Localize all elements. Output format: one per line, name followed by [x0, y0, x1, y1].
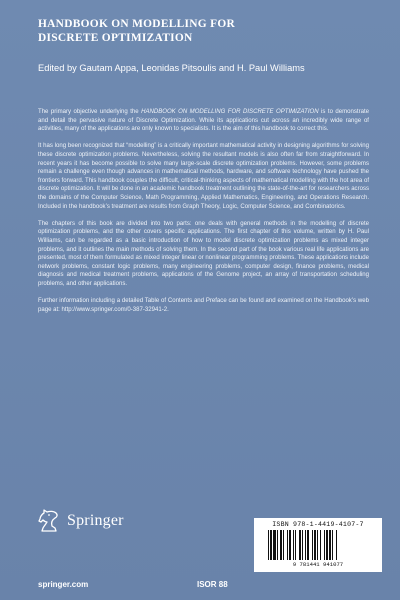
barcode-bar [329, 530, 331, 560]
barcode-bar [268, 530, 269, 560]
barcode-bar [283, 530, 284, 560]
barcode-bar [287, 530, 288, 560]
p1-rest: is to demonstrate and detail the pervasive nature of Discrete Optimization. While its applications cut across an incredibly wide range of activities, many of the applications are only known to specialists. It is the aim of this handbook to correct this. [38, 109, 370, 133]
barcode-bar [326, 530, 328, 560]
title-line-2: DISCRETE OPTIMIZATION [38, 32, 193, 44]
barcode-bar [302, 530, 303, 560]
barcode-bar [289, 530, 291, 560]
book-title [38, 17, 338, 45]
barcode-bar [314, 530, 316, 560]
barcode-bar [299, 530, 301, 560]
p1-intro: The primary objective underlying the [38, 109, 142, 115]
barcode-bar [293, 530, 294, 560]
paragraph-4: Further information including a detailed Table of Contents and Preface can be found and examined on the Handbook’s web page at: http://www.springer.com/0-387-32941-2. [38, 298, 369, 313]
barcode-bar [324, 530, 325, 560]
barcode-bar [273, 530, 276, 560]
barcode [266, 530, 370, 560]
paragraph-1 [38, 108, 369, 134]
horse-chess-knight-icon [36, 509, 62, 533]
series-label: ISOR 88 [197, 580, 228, 589]
paragraph-3: The chapters of this book are divided into two parts: one deals with general methods in the modelling of discrete optimization problems, and the other covers specific applications. The first chapter of this volume, written by H. Paul Williams, can be regarded as a basic introduction of how to model discrete optimization problems as mixed integer problems, and it outlines the main methods of solving them. In the second part of the book various real life applications are presented, most of them formulated as mixed integer linear or nonlinear programming problems. These applications include network problems, constant logic problems, many engineering problems, computer design, finance problems, medical diagnosis and medical treatment problems, applications of the Genome project, an array of transportation scheduling problems, and other applications. [38, 220, 369, 287]
barcode-bar [320, 530, 321, 560]
barcode-bar [312, 530, 313, 560]
publisher-website: springer.com [38, 580, 89, 589]
barcode-bar [270, 530, 272, 560]
barcode-bar [295, 530, 296, 560]
barcode-bar [277, 530, 278, 560]
p1-emphasis: HANDBOOK ON MODELLING FOR DISCRETE OPTIMIZATION [141, 109, 319, 115]
barcode-number: 9 781441 941077 [292, 561, 344, 568]
barcode-bar [332, 530, 333, 560]
barcode-bar [307, 530, 309, 560]
barcode-bar [336, 530, 337, 560]
logo-text: Springer [67, 512, 124, 529]
springer-logo [36, 509, 124, 533]
editors: Edited by Gautam Appa, Leonidas Pitsoulis and H. Paul Williams [38, 63, 305, 73]
title-line-1: HANDBOOK ON MODELLING FOR [38, 18, 236, 30]
barcode-bar [317, 530, 318, 560]
barcode-bar [280, 530, 282, 560]
description [38, 108, 369, 323]
barcode-bar [305, 530, 306, 560]
paragraph-2: It has long been recognized that “modelling” is a critically important mathematical activity in designing algorithms for solving these discrete optimization problems. Nevertheless, solving the resultant models is also often far from straightforward. In recent years it has become possible to solve many large-scale discrete optimization problems. However, some problems remain a challenge even though advances in mathematical methods, hardware, and software technology have pushed the frontiers forward. This handbook couples the difficult, critical-thinking aspects of mathematical modelling with the hot area of discrete optimization. It will be done in an academic handbook treatment outlining the state-of-the-art for researchers across the domains of the Computer Science, Math Programming, Applied Mathematics, Engineering, and Operations Research. Included in the handbook’s treatment are results from Graph Theory, Logic, Computer Science, and Combinatorics. [38, 143, 369, 210]
isbn: ISBN 978-1-4419-4107-7 [272, 521, 364, 528]
barcode-box [254, 518, 382, 572]
